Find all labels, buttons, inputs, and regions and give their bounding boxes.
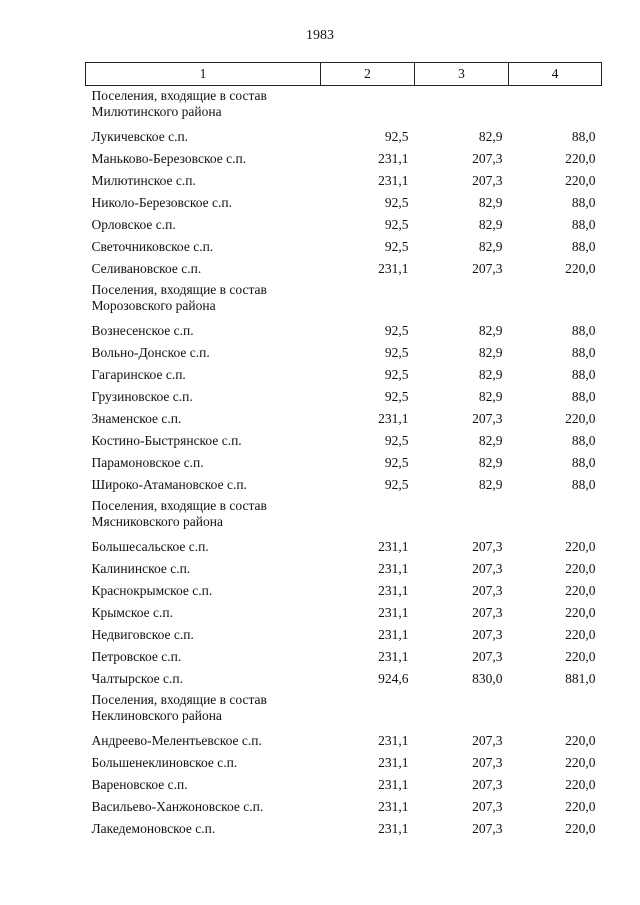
empty-cell <box>509 690 602 730</box>
value-cell-col4: 88,0 <box>571 195 596 210</box>
settlement-name-cell: Костино-Быстрянское с.п. <box>91 433 242 448</box>
settlement-name-cell: Андреево-Мелентьевское с.п. <box>91 733 262 748</box>
value-cell-col3: 207,3 <box>472 539 503 554</box>
settlement-name-cell: Крымское с.п. <box>91 605 173 620</box>
value-cell-col3: 82,9 <box>478 455 503 470</box>
value-cell-col3: 82,9 <box>478 129 503 144</box>
settlement-name-cell: Светочниковское с.п. <box>91 239 214 254</box>
value-cell-col4: 88,0 <box>571 345 596 360</box>
value-cell-col3: 82,9 <box>478 217 503 232</box>
section-title-line: Морозовского района <box>91 298 216 313</box>
table-row <box>86 148 602 170</box>
value-cell-col3: 82,9 <box>478 367 503 382</box>
value-cell-col4: 220,0 <box>565 605 596 620</box>
value-cell-col4: 88,0 <box>571 455 596 470</box>
value-cell-col3: 82,9 <box>478 195 503 210</box>
value-cell-col3: 207,3 <box>472 799 503 814</box>
value-cell-col2: 92,5 <box>384 367 409 382</box>
table-header-row <box>86 63 602 86</box>
column-header-4: 4 <box>509 63 602 86</box>
empty-cell <box>509 86 602 127</box>
empty-cell <box>321 86 415 127</box>
value-cell-col4: 220,0 <box>565 799 596 814</box>
settlement-name-cell: Николо-Березовское с.п. <box>91 195 232 210</box>
value-cell-col3: 207,3 <box>472 151 503 166</box>
section-title-line: Милютинского района <box>91 104 222 119</box>
value-cell-col2: 92,5 <box>384 345 409 360</box>
table-row <box>86 214 602 236</box>
value-cell-col3: 207,3 <box>472 583 503 598</box>
value-cell-col2: 92,5 <box>384 455 409 470</box>
value-cell-col2: 231,1 <box>378 561 409 576</box>
value-cell-col4: 220,0 <box>565 627 596 642</box>
value-cell-col2: 231,1 <box>378 755 409 770</box>
value-cell-col4: 88,0 <box>571 389 596 404</box>
value-cell-col2: 231,1 <box>378 173 409 188</box>
value-cell-col3: 82,9 <box>478 389 503 404</box>
value-cell-col3: 207,3 <box>472 627 503 642</box>
settlement-name-cell: Чалтырское с.п. <box>91 671 183 686</box>
table-row <box>86 320 602 342</box>
column-header-3: 3 <box>415 63 509 86</box>
empty-cell <box>415 496 509 536</box>
value-cell-col4: 88,0 <box>571 323 596 338</box>
value-cell-col3: 207,3 <box>472 561 503 576</box>
value-cell-col2: 92,5 <box>384 433 409 448</box>
value-cell-col3: 82,9 <box>478 477 503 492</box>
table-row <box>86 236 602 258</box>
value-cell-col3: 207,3 <box>472 173 503 188</box>
section-title <box>86 690 321 730</box>
value-cell-col2: 231,1 <box>378 261 409 276</box>
section-header-row <box>86 496 602 536</box>
value-cell-col2: 231,1 <box>378 627 409 642</box>
value-cell-col4: 88,0 <box>571 477 596 492</box>
value-cell-col4: 220,0 <box>565 733 596 748</box>
section-title <box>86 496 321 536</box>
empty-cell <box>415 690 509 730</box>
value-cell-col2: 231,1 <box>378 777 409 792</box>
settlement-name-cell: Петровское с.п. <box>91 649 182 664</box>
value-cell-col4: 220,0 <box>565 261 596 276</box>
table-row <box>86 774 602 796</box>
empty-cell <box>415 86 509 127</box>
value-cell-col2: 231,1 <box>378 411 409 426</box>
section-title-line: Поселения, входящие в состав <box>91 282 267 297</box>
value-cell-col4: 220,0 <box>565 173 596 188</box>
settlement-name-cell: Вольно-Донское с.п. <box>91 345 210 360</box>
value-cell-col2: 231,1 <box>378 539 409 554</box>
settlement-name-cell: Васильево-Ханжоновское с.п. <box>91 799 264 814</box>
value-cell-col4: 88,0 <box>571 433 596 448</box>
value-cell-col4: 220,0 <box>565 411 596 426</box>
settlement-name-cell: Вознесенское с.п. <box>91 323 194 338</box>
value-cell-col3: 82,9 <box>478 345 503 360</box>
empty-cell <box>509 280 602 320</box>
table-row <box>86 386 602 408</box>
section-title-line: Мясниковского района <box>91 514 223 529</box>
table-row <box>86 580 602 602</box>
data-table <box>85 62 602 840</box>
table-row <box>86 730 602 752</box>
settlement-name-cell: Милютинское с.п. <box>91 173 196 188</box>
value-cell-col2: 231,1 <box>378 733 409 748</box>
table-row <box>86 752 602 774</box>
value-cell-col4: 88,0 <box>571 239 596 254</box>
section-header-row <box>86 690 602 730</box>
value-cell-col2: 92,5 <box>384 239 409 254</box>
section-title-line: Поселения, входящие в состав <box>91 498 267 513</box>
value-cell-col4: 220,0 <box>565 821 596 836</box>
value-cell-col2: 92,5 <box>384 217 409 232</box>
table-row <box>86 646 602 668</box>
table-row <box>86 364 602 386</box>
value-cell-col2: 92,5 <box>384 323 409 338</box>
settlement-name-cell: Большесальское с.п. <box>91 539 209 554</box>
table-body <box>86 86 602 841</box>
value-cell-col4: 88,0 <box>571 217 596 232</box>
value-cell-col2: 231,1 <box>378 821 409 836</box>
table-row <box>86 126 602 148</box>
section-title-line: Неклиновского района <box>91 708 222 723</box>
table-row <box>86 474 602 496</box>
empty-cell <box>509 496 602 536</box>
settlement-name-cell: Знаменское с.п. <box>91 411 182 426</box>
value-cell-col3: 207,3 <box>472 605 503 620</box>
value-cell-col4: 220,0 <box>565 755 596 770</box>
value-cell-col4: 220,0 <box>565 777 596 792</box>
table-row <box>86 796 602 818</box>
section-title-line: Поселения, входящие в состав <box>91 692 267 707</box>
page-number: 1983 <box>306 28 334 43</box>
empty-cell <box>321 496 415 536</box>
value-cell-col2: 231,1 <box>378 583 409 598</box>
settlement-name-cell: Вареновское с.п. <box>91 777 188 792</box>
settlement-name-cell: Грузиновское с.п. <box>91 389 193 404</box>
value-cell-col2: 92,5 <box>384 195 409 210</box>
value-cell-col4: 88,0 <box>571 367 596 382</box>
table-row <box>86 558 602 580</box>
value-cell-col3: 82,9 <box>478 239 503 254</box>
table-row <box>86 818 602 840</box>
value-cell-col2: 92,5 <box>384 477 409 492</box>
empty-cell <box>321 280 415 320</box>
value-cell-col4: 881,0 <box>565 671 596 686</box>
table-row <box>86 192 602 214</box>
settlement-name-cell: Краснокрымское с.п. <box>91 583 213 598</box>
table-row <box>86 536 602 558</box>
value-cell-col3: 207,3 <box>472 777 503 792</box>
settlement-name-cell: Орловское с.п. <box>91 217 176 232</box>
section-title <box>86 280 321 320</box>
table-row <box>86 258 602 280</box>
table-row <box>86 342 602 364</box>
value-cell-col2: 231,1 <box>378 799 409 814</box>
settlement-name-cell: Гагаринское с.п. <box>91 367 186 382</box>
section-header-row <box>86 86 602 127</box>
section-title <box>86 86 321 127</box>
empty-cell <box>321 690 415 730</box>
value-cell-col4: 88,0 <box>571 129 596 144</box>
value-cell-col2: 231,1 <box>378 649 409 664</box>
table-row <box>86 430 602 452</box>
table-row <box>86 452 602 474</box>
value-cell-col3: 830,0 <box>472 671 503 686</box>
settlement-name-cell: Лукичевское с.п. <box>91 129 189 144</box>
table-row <box>86 602 602 624</box>
value-cell-col4: 220,0 <box>565 561 596 576</box>
settlement-name-cell: Широко-Атамановское с.п. <box>91 477 247 492</box>
settlement-name-cell: Парамоновское с.п. <box>91 455 204 470</box>
empty-cell <box>415 280 509 320</box>
value-cell-col3: 207,3 <box>472 411 503 426</box>
value-cell-col4: 220,0 <box>565 649 596 664</box>
value-cell-col3: 82,9 <box>478 323 503 338</box>
settlement-name-cell: Маньково-Березовское с.п. <box>91 151 247 166</box>
table-row <box>86 170 602 192</box>
value-cell-col2: 92,5 <box>384 129 409 144</box>
table-row <box>86 408 602 430</box>
value-cell-col2: 231,1 <box>378 605 409 620</box>
settlement-name-cell: Недвиговское с.п. <box>91 627 194 642</box>
value-cell-col3: 207,3 <box>472 261 503 276</box>
settlement-name-cell: Калининское с.п. <box>91 561 191 576</box>
settlement-name-cell: Лакедемоновское с.п. <box>91 821 216 836</box>
column-header-1: 1 <box>86 63 321 86</box>
section-header-row <box>86 280 602 320</box>
table-row <box>86 624 602 646</box>
value-cell-col3: 207,3 <box>472 649 503 664</box>
value-cell-col3: 207,3 <box>472 733 503 748</box>
value-cell-col3: 207,3 <box>472 821 503 836</box>
value-cell-col2: 231,1 <box>378 151 409 166</box>
settlement-name-cell: Большенеклиновское с.п. <box>91 755 238 770</box>
value-cell-col2: 924,6 <box>378 671 409 686</box>
settlement-name-cell: Селивановское с.п. <box>91 261 202 276</box>
value-cell-col3: 207,3 <box>472 755 503 770</box>
value-cell-col3: 82,9 <box>478 433 503 448</box>
value-cell-col2: 92,5 <box>384 389 409 404</box>
table-row <box>86 668 602 690</box>
value-cell-col4: 220,0 <box>565 151 596 166</box>
value-cell-col4: 220,0 <box>565 583 596 598</box>
column-header-2: 2 <box>321 63 415 86</box>
section-title-line: Поселения, входящие в состав <box>91 88 267 103</box>
value-cell-col4: 220,0 <box>565 539 596 554</box>
